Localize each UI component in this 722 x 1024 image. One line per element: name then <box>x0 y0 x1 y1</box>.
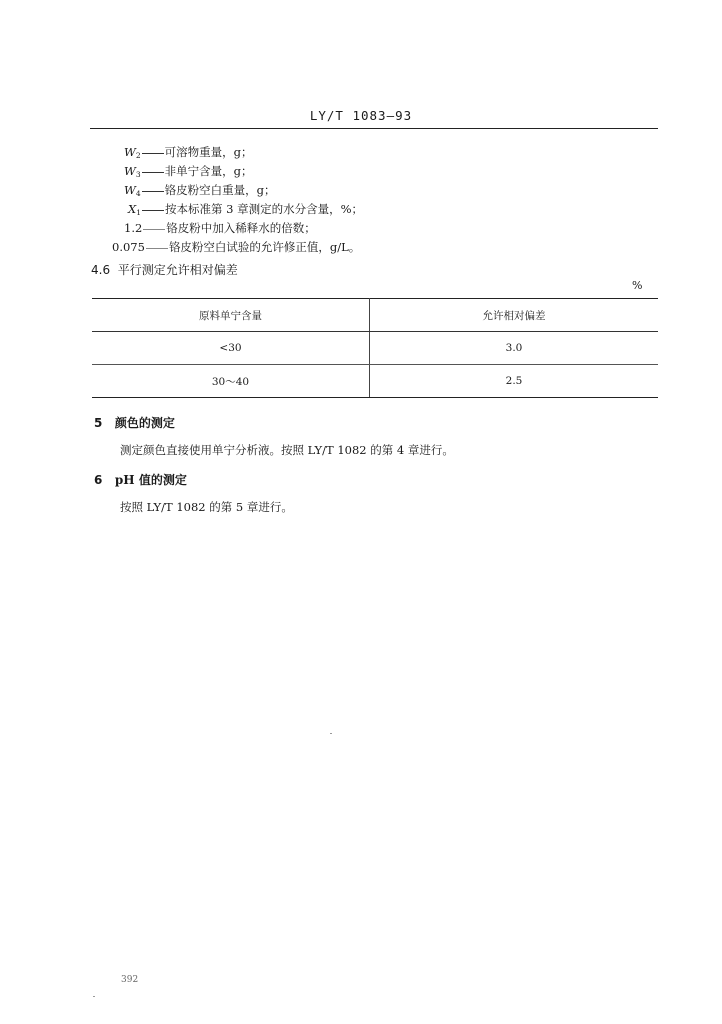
deviation-table <box>92 298 658 398</box>
definition-text: 铬皮粉空白重量，g； <box>164 183 276 197</box>
definition-subscript: 1 <box>136 208 141 217</box>
definition-text: 非单宁含量，g； <box>164 164 253 178</box>
dash-separator <box>143 229 165 230</box>
table-row <box>92 332 658 365</box>
section-5-heading <box>94 414 175 431</box>
section-title: 平行测定允许相对偏差 <box>117 263 238 277</box>
dash-separator <box>142 172 164 173</box>
section-title: pH 值的测定 <box>114 473 187 487</box>
table-row <box>92 365 658 398</box>
column-header-tannin-content: 原料单宁含量 <box>92 299 370 332</box>
definition-symbol: W <box>124 183 136 197</box>
definition-text: 铬皮粉空白试验的允许修正值，g/L。 <box>168 240 361 254</box>
dash-separator <box>142 191 164 192</box>
column-header-allowed-deviation: 允许相对偏差 <box>370 299 659 332</box>
standard-code-header: LY/T 1083—93 <box>309 108 413 123</box>
definition-w4 <box>124 181 275 199</box>
definition-symbol: W <box>124 145 136 159</box>
definition-symbol: 0.075 <box>112 240 145 254</box>
definition-blank-correction <box>112 238 360 256</box>
table-header-row <box>92 299 658 332</box>
table-cell: 30～40 <box>92 365 370 398</box>
definition-x1 <box>128 200 363 218</box>
section-title: 颜色的测定 <box>114 416 175 430</box>
header-rule <box>90 128 658 129</box>
section-number: 5 <box>94 416 103 430</box>
table-cell: 2.5 <box>370 365 659 398</box>
section-6-body: 按照 LY/T 1082 的第 5 章进行。 <box>120 500 293 514</box>
section-6-heading <box>94 471 187 488</box>
page-number: 392 <box>121 975 139 985</box>
scan-speck <box>330 733 332 734</box>
dash-separator <box>142 153 164 154</box>
section-number: 4.6 <box>91 263 111 277</box>
definition-subscript: 3 <box>135 170 141 179</box>
definition-text: 铬皮粉中加入稀释水的倍数； <box>166 221 316 235</box>
section-4-6-heading <box>91 261 238 278</box>
definition-subscript: 2 <box>135 151 141 160</box>
table-cell: <30 <box>92 332 370 365</box>
definition-symbol: 1.2 <box>124 221 143 235</box>
dash-separator <box>142 210 164 211</box>
scan-speck <box>93 996 95 997</box>
table-unit: % <box>632 279 643 292</box>
section-5-body: 测定颜色直接使用单宁分析液。按照 LY/T 1082 的第 4 章进行。 <box>120 443 454 457</box>
definition-dilution-factor <box>124 219 316 237</box>
definition-subscript: 4 <box>135 189 141 198</box>
section-number: 6 <box>94 473 103 487</box>
definition-text: 按本标准第 3 章测定的水分含量，%； <box>164 202 364 216</box>
definition-w3 <box>124 162 252 180</box>
definition-w2 <box>124 143 252 161</box>
dash-separator <box>146 248 168 249</box>
definition-symbol: W <box>124 164 136 178</box>
definition-symbol: X <box>128 202 137 216</box>
table-cell: 3.0 <box>370 332 659 365</box>
definition-text: 可溶物重量，g； <box>164 145 253 159</box>
